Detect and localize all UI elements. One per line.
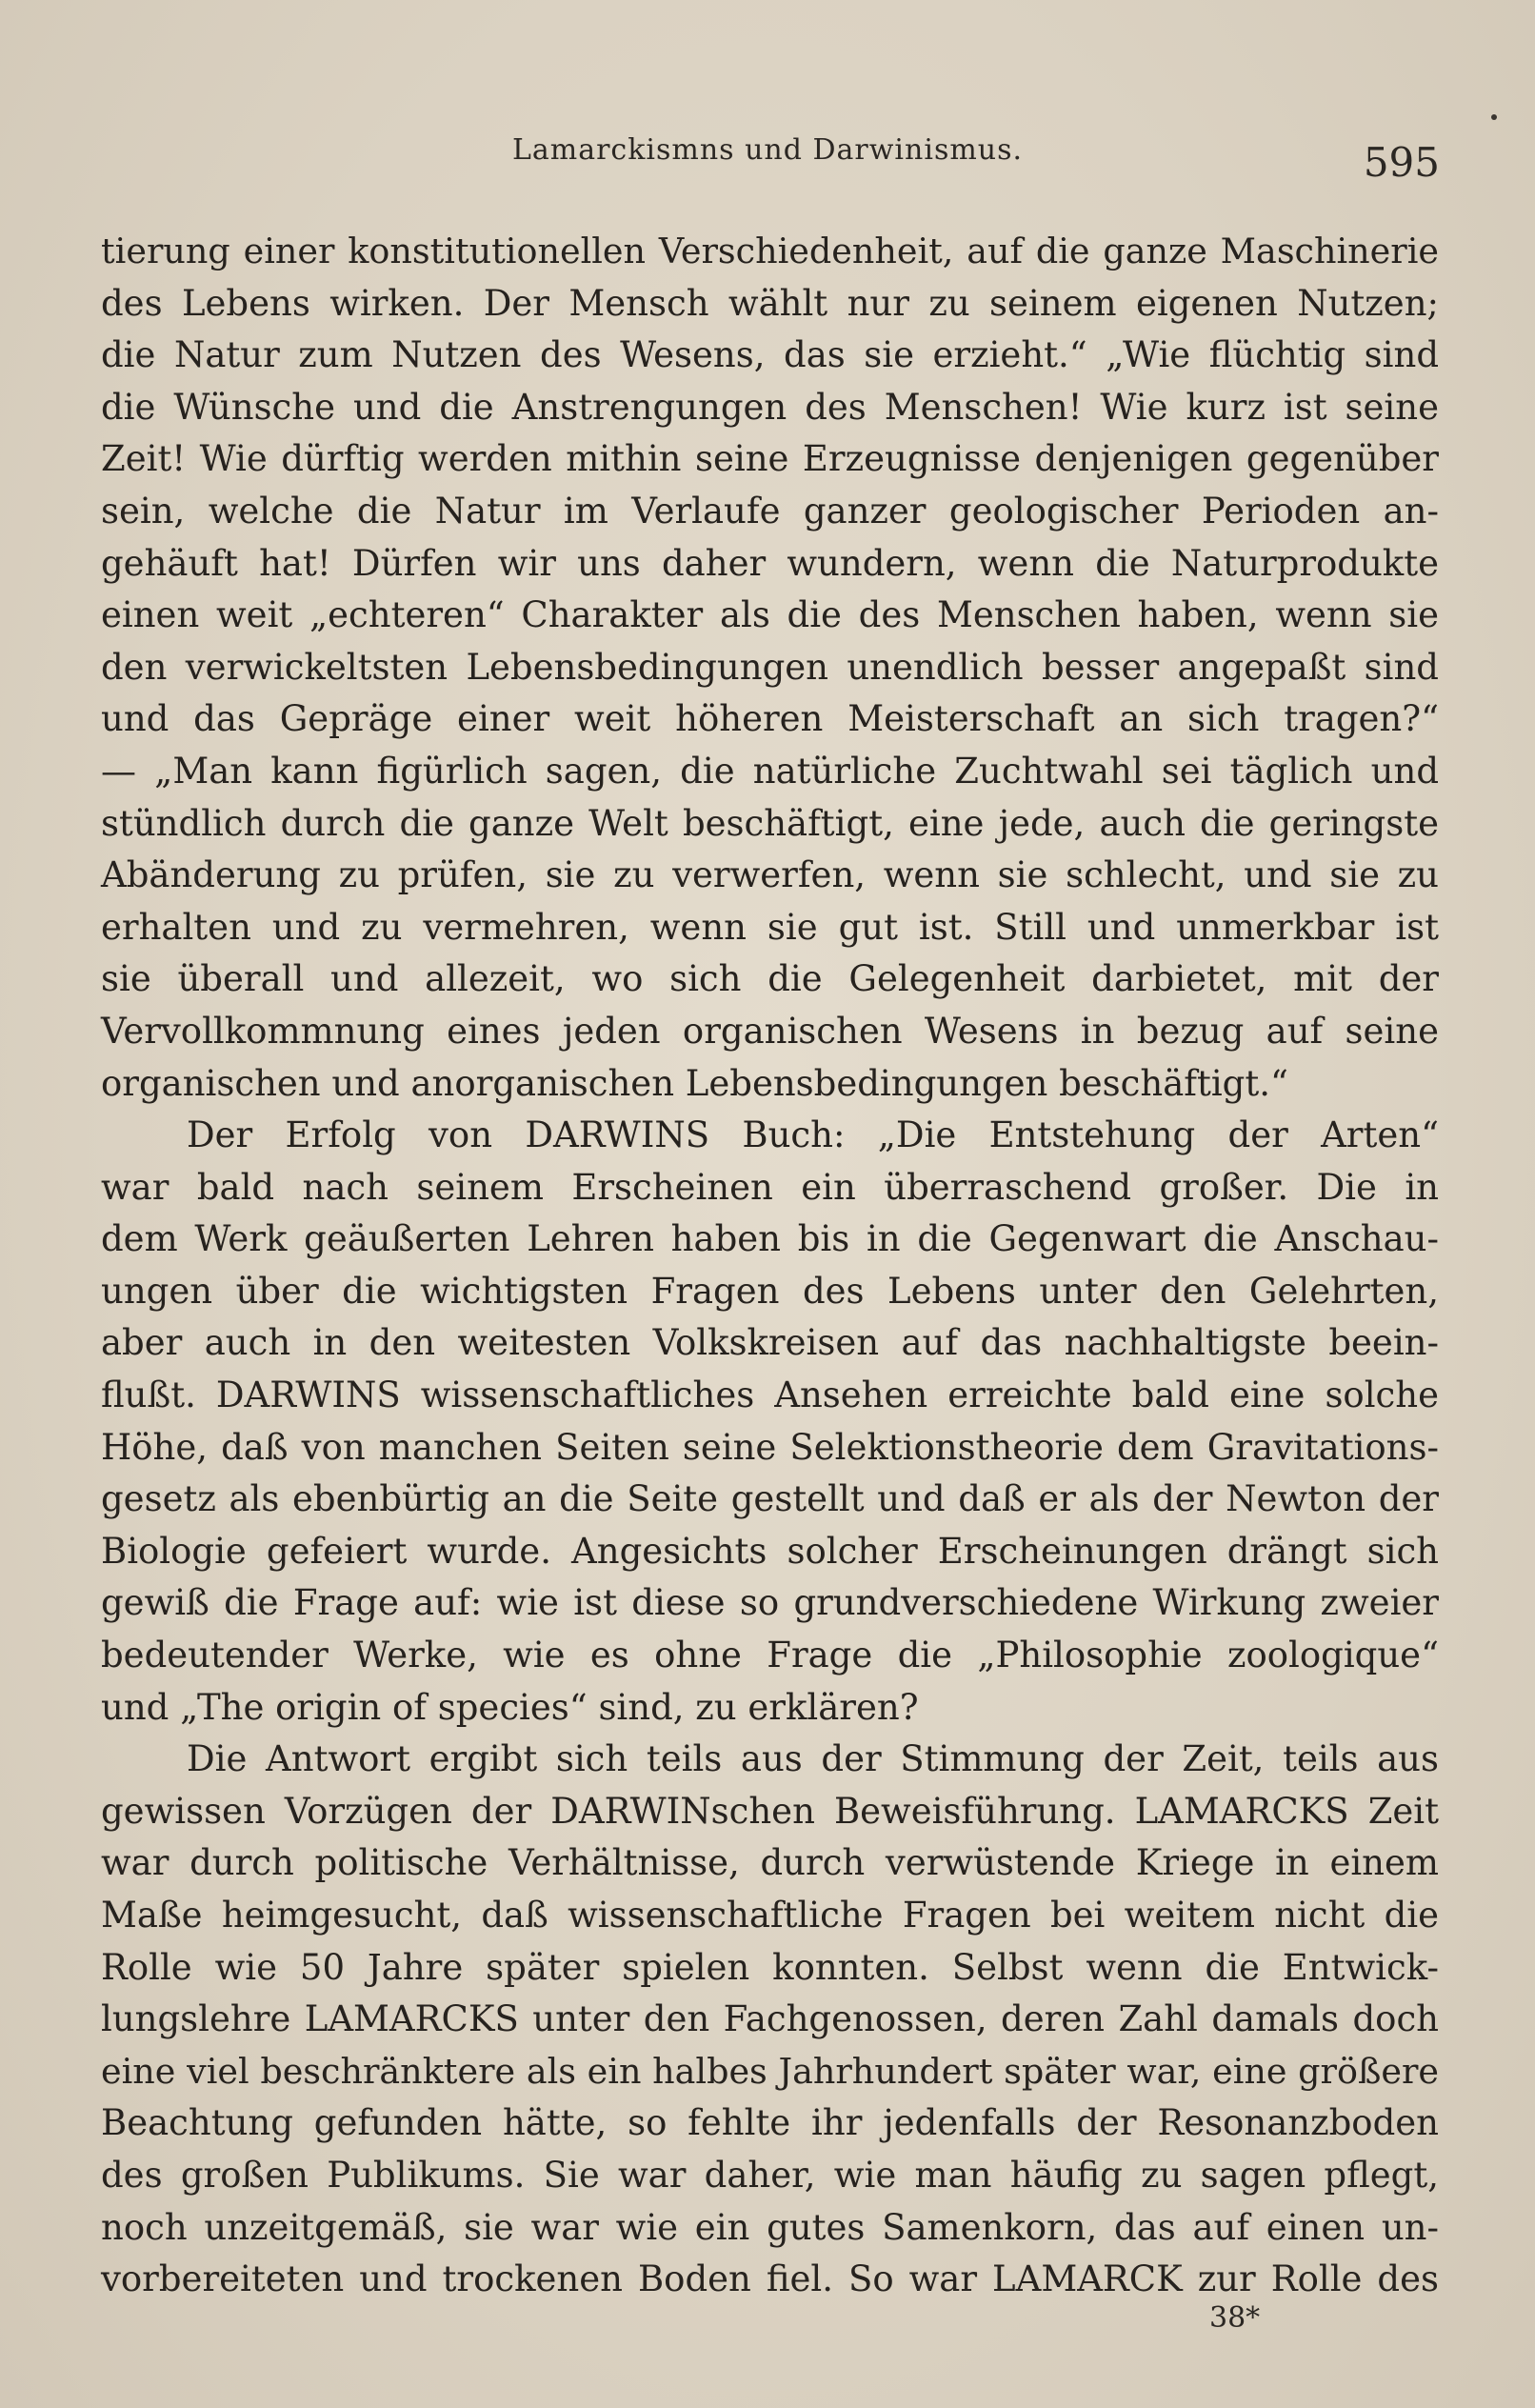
- text-line: den verwickeltsten Lebensbedingungen unendlich besser angepaßt sind: [101, 646, 1439, 688]
- text-line: des großen Publikums. Sie war daher, wie man häufig zu sagen pflegt,: [101, 2154, 1439, 2196]
- text-line: sie überall und allezeit, wo sich die Gelegenheit darbietet, mit der: [101, 958, 1439, 1000]
- text-line: organischen und anorganischen Lebensbedingungen beschäftigt.“: [101, 1062, 1288, 1104]
- text-line: Zeit! Wie dürftig werden mithin seine Erzeugnisse denjenigen gegenüber: [101, 438, 1439, 480]
- text-line: einen weit „echteren“ Charakter als die des Menschen haben, wenn sie: [101, 594, 1439, 636]
- text-line: gesetz als ebenbürtig an die Seite gestellt und daß er als der Newton der: [101, 1478, 1439, 1520]
- text-line: flußt. DARWINS wissenschaftliches Ansehen erreichte bald eine solche: [101, 1375, 1439, 1416]
- text-line: Höhe, daß von manchen Seiten seine Selektionstheorie dem Gravitations-: [101, 1426, 1439, 1468]
- text-line: und das Gepräge einer weit höheren Meisterschaft an sich tragen?“: [101, 698, 1439, 740]
- text-line: sein, welche die Natur im Verlaufe ganzer geologischer Perioden an-: [101, 490, 1439, 532]
- text-line: — „Man kann figürlich sagen, die natürliche Zuchtwahl sei täglich und: [101, 750, 1439, 792]
- text-line: Der Erfolg von DARWINS Buch: „Die Entstehung der Arten“: [187, 1114, 1439, 1156]
- text-line: eine viel beschränktere als ein halbes Jahrhundert später war, eine größere: [101, 2050, 1439, 2092]
- text-line: gehäuft hat! Dürfen wir uns daher wundern, wenn die Naturprodukte: [101, 542, 1439, 584]
- text-line: die Wünsche und die Anstrengungen des Menschen! Wie kurz ist seine: [101, 386, 1439, 428]
- text-line: Vervollkommnung eines jeden organischen Wesens in bezug auf seine: [101, 1010, 1439, 1052]
- text-line: war durch politische Verhältnisse, durch verwüstende Kriege in einem: [101, 1842, 1439, 1884]
- text-line: war bald nach seinem Erscheinen ein überraschend großer. Die in: [101, 1166, 1439, 1208]
- text-line: gewiß die Frage auf: wie ist diese so grundverschiedene Wirkung zweier: [101, 1582, 1439, 1624]
- text-line: die Natur zum Nutzen des Wesens, das sie erzieht.“ „Wie flüchtig sind: [101, 334, 1439, 376]
- text-line: Die Antwort ergibt sich teils aus der Stimmung der Zeit, teils aus: [187, 1738, 1439, 1780]
- text-line: Abänderung zu prüfen, sie zu verwerfen, wenn sie schlecht, und sie zu: [101, 854, 1439, 896]
- text-line: Biologie gefeiert wurde. Angesichts solcher Erscheinungen drängt sich: [101, 1530, 1439, 1572]
- text-line: Beachtung gefunden hätte, so fehlte ihr jedenfalls der Resonanzboden: [101, 2102, 1439, 2144]
- body-text: [101, 226, 1439, 2306]
- text-line: stündlich durch die ganze Welt beschäftigt, eine jede, auch die geringste: [101, 802, 1439, 844]
- text-line: des Lebens wirken. Der Mensch wählt nur zu seinem eigenen Nutzen;: [101, 282, 1439, 324]
- running-head: Lamarckismns und Darwinismus.: [511, 133, 1024, 167]
- paper-speck: [1491, 114, 1497, 120]
- text-line: ungen über die wichtigsten Fragen des Lebens unter den Gelehrten,: [101, 1270, 1439, 1312]
- text-line: aber auch in den weitesten Volkskreisen auf das nachhaltigste beein-: [101, 1322, 1439, 1364]
- text-line: bedeutender Werke, wie es ohne Frage die „Philosophie zoologique“: [101, 1635, 1439, 1676]
- text-line: lungslehre LAMARCKS unter den Fachgenossen, deren Zahl damals doch: [101, 1998, 1439, 2040]
- text-line: gewissen Vorzügen der DARWINschen Beweisführung. LAMARCKS Zeit: [101, 1790, 1439, 1832]
- text-line: erhalten und zu vermehren, wenn sie gut ist. Still und unmerkbar ist: [101, 906, 1439, 948]
- text-line: vorbereiteten und trockenen Boden fiel. So war LAMARCK zur Rolle des: [101, 2258, 1439, 2300]
- signature-mark: 38*: [1209, 2301, 1261, 2335]
- text-line: tierung einer konstitutionellen Verschiedenheit, auf die ganze Maschinerie: [101, 231, 1439, 271]
- text-line: noch unzeitgemäß, sie war wie ein gutes Samenkorn, das auf einen un-: [101, 2206, 1439, 2248]
- text-line: Rolle wie 50 Jahre später spielen konnten. Selbst wenn die Entwick-: [101, 1946, 1439, 1988]
- text-line: Maße heimgesucht, daß wissenschaftliche Fragen bei weitem nicht die: [101, 1895, 1439, 1936]
- text-line: und „The origin of species“ sind, zu erklären?: [101, 1686, 919, 1728]
- text-line: dem Werk geäußerten Lehren haben bis in die Gegenwart die Anschau-: [101, 1218, 1439, 1260]
- page-number: 595: [1363, 139, 1440, 186]
